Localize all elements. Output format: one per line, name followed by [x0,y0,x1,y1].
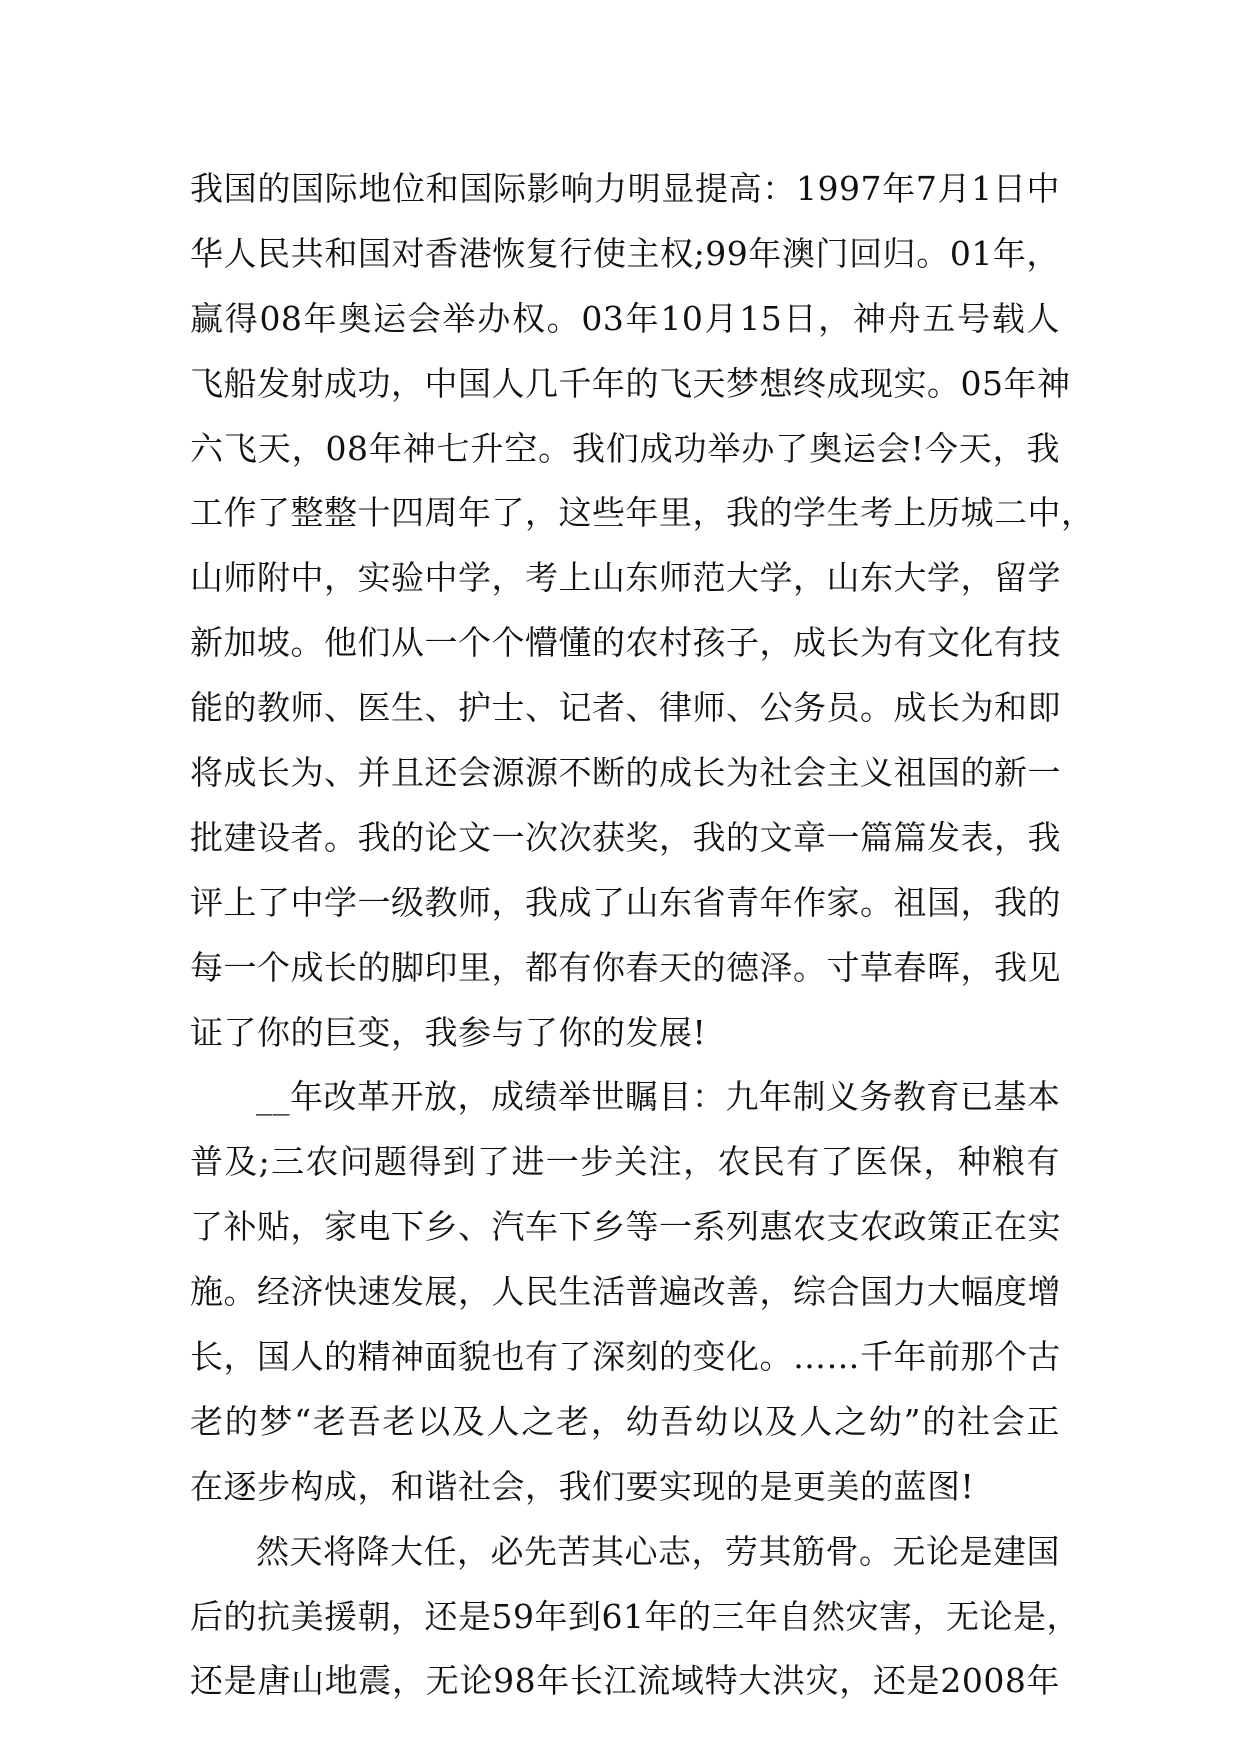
text-line: 还是唐山地震，无论98年长江流域特大洪灾，还是2008年 [190,1661,1060,1701]
text-line: 施。经济快速发展，人民生活普遍改善，综合国力大幅度增 [190,1272,1061,1312]
text-line: 六飞天，08年神七升空。我们成功举办了奥运会!今天，我 [190,428,1060,468]
text-line: __年改革开放，成绩举世瞩目：九年制义务教育已基本 [256,1077,1061,1117]
text-line: 山师附中，实验中学，考上山东师范大学，山东大学，留学 [190,558,1061,598]
document-body [190,157,1095,1714]
text-line: 新加坡。他们从一个个懵懂的农村孩子，成长为有文化有技 [190,623,1061,663]
text-line: 长，国人的精神面貌也有了深刻的变化。……千年前那个古 [190,1337,1061,1377]
text-line: 赢得08年奥运会举办权。03年10月15日，神舟五号载人 [190,298,1060,338]
text-line: 我国的国际地位和国际影响力明显提高：1997年7月1日中 [190,169,1060,208]
text-line: 后的抗美援朝，还是59年到61年的三年自然灾害，无论是， [190,1596,1080,1636]
text-line: 华人民共和国对香港恢复行使主权;99年澳门回归。01年， [190,233,1060,273]
text-line: 能的教师、医生、护士、记者、律师、公务员。成长为和即 [190,688,1061,728]
text-line: 证了你的巨变，我参与了你的发展! [190,1012,707,1052]
text-line: 然天将降大任，必先苦其心志，劳其筋骨。无论是建国 [256,1531,1060,1571]
text-line: 将成长为、并且还会源源不断的成长为社会主义祖国的新一 [190,753,1061,793]
text-line: 批建设者。我的论文一次次获奖，我的文章一篇篇发表，我 [190,817,1061,857]
text-line: 飞船发射成功，中国人几千年的飞天梦想终成现实。05年神 [190,363,1071,403]
text-line: 评上了中学一级教师，我成了山东省青年作家。祖国，我的 [190,882,1061,922]
text-line: 了补贴，家电下乡、汽车下乡等一系列惠农支农政策正在实 [190,1207,1061,1247]
text-line: 老的梦“老吾老以及人之老，幼吾幼以及人之幼”的社会正 [190,1401,1060,1441]
text-line: 在逐步构成，和谐社会，我们要实现的是更美的蓝图! [190,1466,975,1506]
text-line: 每一个成长的脚印里，都有你春天的德泽。寸草春晖，我见 [190,947,1061,987]
text-line: 工作了整整十四周年了，这些年里，我的学生考上历城二中， [190,493,1095,533]
text-line: 普及;三农问题得到了进一步关注，农民有了医保，种粮有 [190,1142,1060,1182]
